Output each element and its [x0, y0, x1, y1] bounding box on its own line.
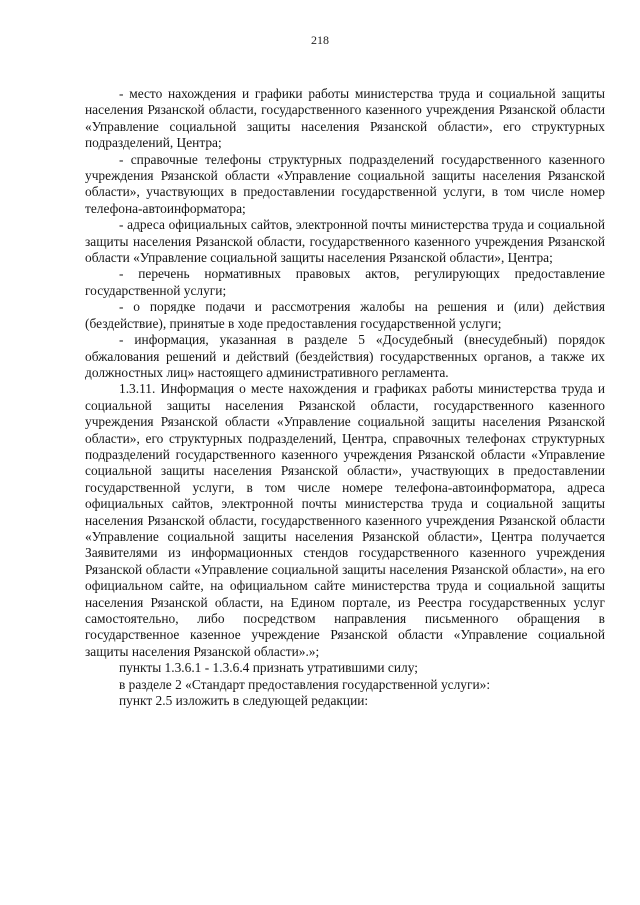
document-body [85, 86, 605, 709]
paragraph-legal-acts-list: - перечень нормативных правовых актов, регулирующих предоставление государственной услуги; [85, 266, 605, 298]
paragraph-complaint-procedure: - о порядке подачи и рассмотрения жалобы на решения и (или) действия (бездействие), принятые в ходе предоставления государственной услуги; [85, 299, 605, 331]
paragraph-clause-1-3-11: 1.3.11. Информация о месте нахождения и графиках работы министерства труда и социальной защиты населения Рязанской области, государственного казенного учреждения Рязанской области «Управление социальной защиты населения Рязанской области», его структурных подразделений, Центра, справочных телефонах структурных подразделений государственного казенного учреждения Рязанской области «Управление социальной защиты населения Рязанской области», участвующих в предоставлении государственной услуги, в том числе номере телефона-автоинформатора, адреса официальных сайтов, электронной почты министерства труда и социальной защиты населения Рязанской области, государственного казенного учреждения Рязанской области «Управление социальной защиты населения Рязанской области», Центра получается Заявителями из информационных стендов государственного казенного учреждения Рязанской области «Управление социальной защиты населения Рязанской области», на его официальном сайте, на официальном сайте министерства труда и социальной защиты населения Рязанской области, на Едином портале, из Реестра государственных услуг самостоятельно, либо посредством направления письменного обращения в государственное казенное учреждение Рязанской области «Управление социальной защиты населения Рязанской области».»; [85, 381, 605, 659]
paragraph-website-addresses: - адреса официальных сайтов, электронной почты министерства труда и социальной защиты населения Рязанской области, государственного казенного учреждения Рязанской области «Управление социальной защиты населения Рязанской области», Центра; [85, 217, 605, 266]
paragraph-clause-2-5: пункт 2.5 изложить в следующей редакции: [119, 693, 369, 709]
paragraph-location-schedules: - место нахождения и графики работы министерства труда и социальной защиты населения Рязанской области, государственного казенного учреждения Рязанской области «Управление социальной защиты населения Рязанской области», его структурных подразделений, Центра; [85, 86, 605, 151]
paragraph-reference-phones: - справочные телефоны структурных подразделений государственного казенного учреждения Рязанской области «Управление социальной защиты населения Рязанской области», участвующих в предоставлении государственной услуги, в том числе номер телефона-автоинформатора; [85, 151, 605, 216]
page-number: 218 [311, 33, 329, 47]
paragraph-repeal-clauses: пункты 1.3.6.1 - 1.3.6.4 признать утратившими силу; [119, 660, 418, 676]
paragraph-section-5-info: - информация, указанная в разделе 5 «Досудебный (внесудебный) порядок обжалования решений и действий (бездействия) государственных органов, а также их должностных лиц» настоящего административного регламента. [85, 332, 605, 380]
paragraph-section-2-heading: в разделе 2 «Стандарт предоставления государственной услуги»: [119, 676, 491, 692]
